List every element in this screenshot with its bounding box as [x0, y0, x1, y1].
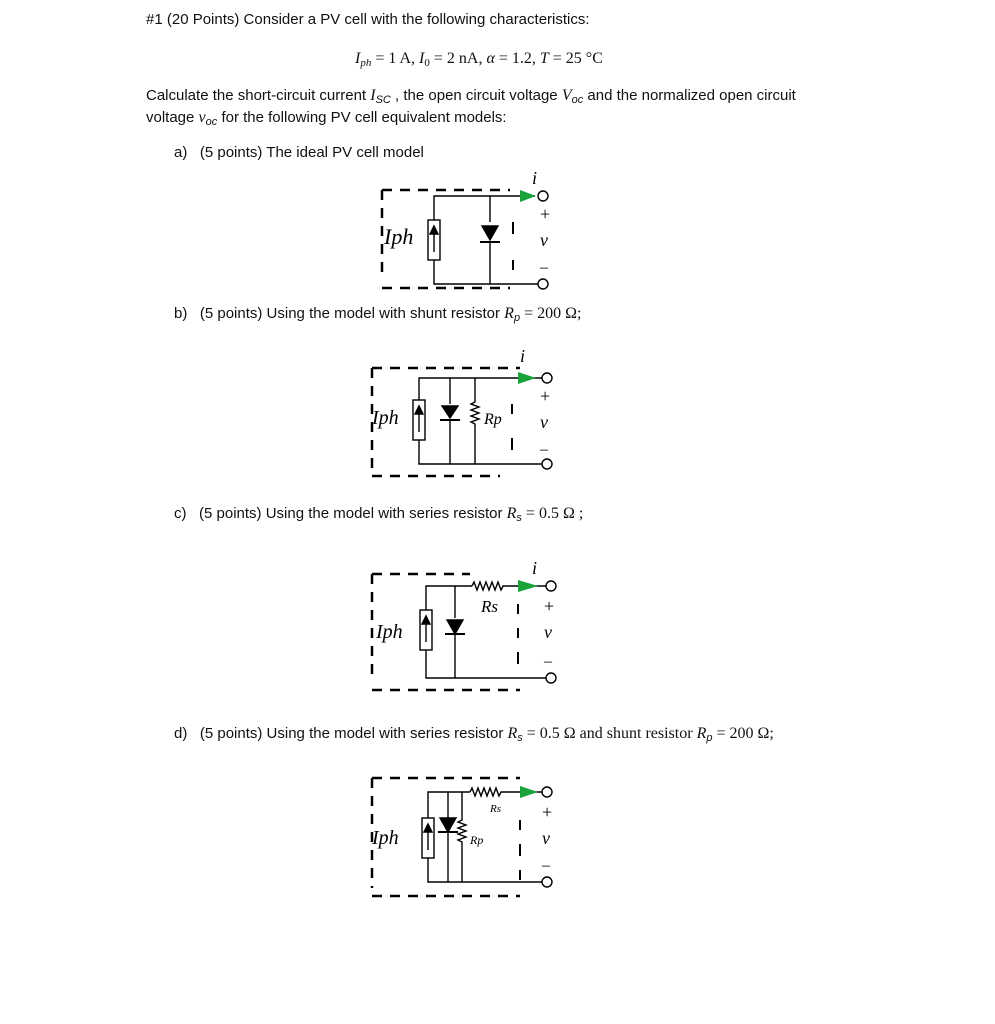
plus-label: +	[544, 596, 555, 616]
part-c-text: (5 points) Using the model with series resistor	[199, 505, 507, 522]
problem-header: #1 (20 Points) Consider a PV cell with the following characteristics:	[146, 11, 590, 28]
part-a-label: a)	[174, 144, 188, 161]
i0-sub: 0	[424, 57, 430, 69]
voltage-label: v	[544, 622, 552, 642]
voc-normalized-sub: oc	[205, 116, 218, 128]
current-label: i	[532, 558, 538, 578]
isc-sub: SC	[375, 94, 391, 106]
voltage-label: v	[540, 230, 548, 250]
part-d-label: d)	[174, 725, 188, 742]
instruction-text: , the open circuit voltage	[390, 87, 562, 104]
current-arrow-icon	[518, 580, 538, 592]
iph-label: Iph	[372, 407, 399, 429]
instruction-text: and the normalized open circuit	[583, 87, 796, 104]
temperature-value: = 25 °C	[548, 50, 603, 67]
rs-symbol: R	[506, 505, 517, 522]
rs-symbol: R	[507, 725, 518, 742]
rs-sub: s	[516, 512, 522, 524]
iph-label: Iph	[372, 827, 399, 849]
rp-value: = 200 Ω;	[520, 305, 582, 322]
alpha-symbol: α	[486, 50, 495, 67]
part-c	[174, 504, 583, 524]
minus-label: –	[540, 259, 548, 276]
part-d	[174, 724, 774, 744]
iph-symbol: I	[355, 50, 361, 67]
circuit-series-shunt-model	[360, 770, 580, 910]
minus-label: –	[542, 857, 550, 874]
minus-label: –	[540, 441, 548, 458]
alpha-value: = 1.2,	[494, 50, 540, 67]
circuit-shunt-model	[360, 342, 580, 482]
part-a-text: (5 points) The ideal PV cell model	[199, 144, 424, 161]
current-label: i	[520, 346, 526, 366]
iph-label: Iph	[384, 224, 414, 249]
rs-label: Rs	[481, 597, 498, 616]
iph-sub: ph	[360, 57, 372, 69]
parameters-line	[355, 49, 603, 69]
rp-label: Rp	[484, 411, 502, 428]
current-label: i	[532, 168, 538, 188]
instruction-text: Calculate the short-circuit current	[146, 87, 371, 104]
i0-value: = 2 nA,	[429, 50, 487, 67]
iph-value: = 1 A,	[371, 50, 420, 67]
plus-label: +	[540, 386, 551, 406]
rs-label: Rs	[490, 803, 501, 815]
rp-sub: p	[513, 312, 521, 324]
rs-value: = 0.5 Ω ;	[521, 505, 584, 522]
part-d-text: (5 points) Using the model with series resistor	[199, 725, 508, 742]
plus-label: +	[542, 802, 553, 822]
instruction-text: voltage	[146, 109, 199, 126]
part-a	[174, 143, 424, 163]
isc-symbol: I	[370, 87, 376, 104]
minus-label: –	[544, 653, 552, 670]
rp-value: = 200 Ω;	[712, 725, 774, 742]
rp-label: Rp	[470, 833, 484, 847]
voc-symbol: V	[561, 87, 572, 104]
voltage-label: v	[540, 412, 548, 432]
plus-label: +	[540, 204, 551, 224]
voc-normalized-symbol: v	[198, 109, 206, 126]
temperature-symbol: T	[539, 50, 549, 67]
i0-symbol: I	[419, 50, 425, 67]
rp-sub: p	[706, 732, 713, 744]
part-b-text: (5 points) Using the model with shunt resistor	[199, 305, 505, 322]
instruction-line-2	[146, 108, 507, 128]
rs-sub: s	[517, 732, 523, 744]
rp-symbol: R	[696, 725, 707, 742]
instruction-line-1	[146, 86, 796, 106]
current-arrow-icon	[520, 786, 538, 798]
part-b	[174, 304, 581, 324]
circuit-series-model	[360, 552, 580, 702]
current-arrow-icon	[520, 190, 536, 202]
iph-label: Iph	[376, 621, 403, 643]
part-b-label: b)	[174, 305, 188, 322]
voltage-label: v	[542, 828, 550, 848]
part-c-label: c)	[174, 505, 187, 522]
circuit-ideal-model	[370, 162, 590, 302]
current-arrow-icon	[518, 372, 536, 384]
voc-sub: oc	[571, 94, 584, 106]
instruction-text: for the following PV cell equivalent models:	[217, 109, 507, 126]
rs-value: = 0.5 Ω and shunt resistor	[522, 725, 697, 742]
rp-symbol: R	[504, 305, 514, 322]
